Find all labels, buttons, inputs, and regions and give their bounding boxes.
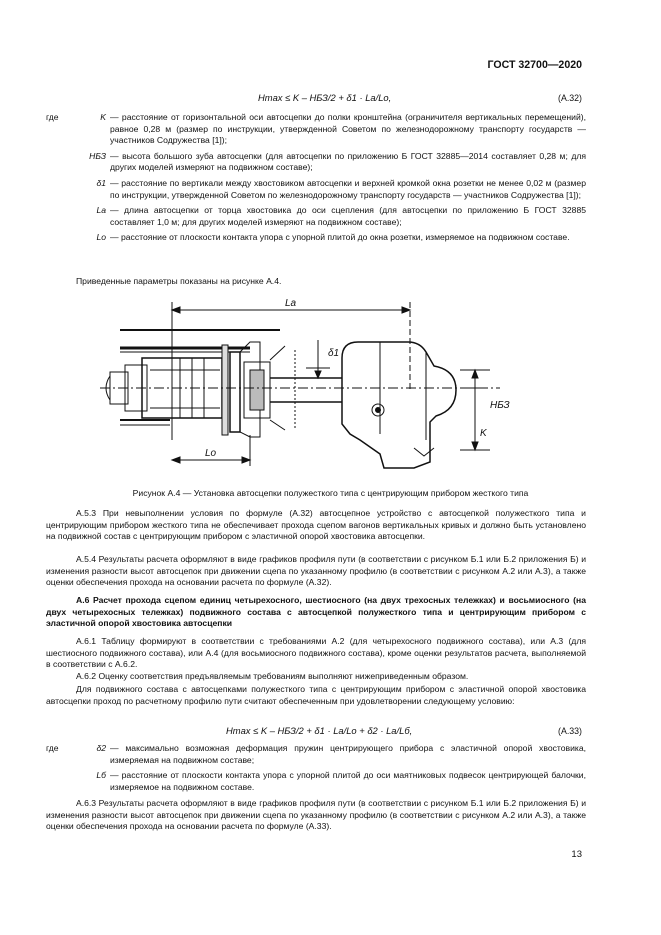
def-text: — высота большого зуба автосцепки (для автосцепки по приложению Б ГОСТ 32885—2014 составляет 0,28 м; для других моделей измеряют на подвижном составе); [110,150,586,173]
paragraph-a61: А.6.1 Таблицу формируют в соответствии с требованиями А.2 (для четырехосного подвижного состава), или А.3 (для шестиосного подвижного состава), или А.4 (для восьмиосного подвижного состава), кроме оценки результатов расчета, выполняемой в соответствии с А.6.2. [46,636,586,670]
def-text: — расстояние от плоскости контакта упора с упорной плитой до оси маятниковых подвесок центрирующей балочки, измеряемое на подвижном составе. [110,770,586,792]
paragraph-a54: А.5.4 Результаты расчета оформляют в виде графиков профиля пути (в соответствии с рисунком Б.1 или Б.2 приложения Б) и изменения разности высот автосцепок при движении сцепа по указанному профилю (в соответствии с рисунком А.2 или А.3), а также оценки обеспечения прохода на основании расчета по формуле (А.32). [46,554,586,588]
def-lo [46,232,586,244]
params-note: Приведенные параметры показаны на рисунке А.4. [76,276,282,286]
def-text: — максимально возможная деформация пружин центрирующего прибора с эластичной опорой хвостовика, измеряемая на подвижном составе; [110,743,586,765]
label-delta1: δ1 [328,348,340,359]
def-delta2 [46,743,586,766]
figure-caption: Рисунок А.4 — Установка автосцепки полужесткого типа с центрирующим прибором жесткого типа [132,488,529,498]
definitions-a33 [46,743,586,793]
formula-a32-number: (А.32) [558,93,582,103]
formula-a32: Hmax ≤ K – HБЗ/2 + δ1 · Lа/Lо, [258,92,392,103]
label-lo: Lо [205,448,217,459]
definitions-a32 [46,112,586,244]
paragraph-a63: А.6.3 Результаты расчета оформляют в виде графиков профиля пути (в соответствии с рисунком Б.1 или Б.2 приложения Б) и изменения разности высот автосцепок при движении сцепа по указанному профилю (в соответствии с рисунком А.2 или А.3), а также оценки обеспечения прохода на основании расчета по формуле (А.33). [46,798,586,832]
def-hbz [46,151,586,174]
paragraph-a53: А.5.3 При невыполнении условия по формуле (А.32) автосцепное устройство с автосцепкой полужесткого типа и центрирующим прибором жесткого типа не обеспечивает прохода сцепом вагонов вертикальных кривых и должно быть установлено на подвижной состав с центрирующим прибором с эластичной опорой хвостовика автосцепки. [46,508,586,542]
def-symbol: δ1 [96,177,106,188]
def-la [46,205,586,228]
label-k: K [480,428,487,439]
section-heading-a6: А.6 Расчет прохода сцепом единиц четырехосного, шестиосного (на двух трехосных тележках) и восьмиосного (на двух четырехосных тележках) подвижного состава с автосцепкой полужесткого типа и центрирующим прибором с эластичной опорой хвостовика автосцепки [46,595,586,629]
def-text: — расстояние от горизонтальной оси автосцепки до полки кронштейна (ограничителя вертикальных перемещений), равное 0,28 м (размер по инструкции, утвержденной Советом по железнодорожному транспорту государств — участников Содружества [1]); [110,112,586,146]
where-word: где [46,112,59,122]
label-hbz: HБЗ [490,400,510,411]
def-symbol: K [100,112,106,122]
def-symbol: δ2 [96,743,106,753]
def-text: — длина автосцепки от торца хвостовика до оси сцепления (для автосцепки по приложению Б ГОСТ 32885 составляет 1,0 м; для других моделей измеряют на подвижном составе); [110,205,586,227]
figure-a4-drawing [80,290,510,480]
formula-a33-number: (А.33) [558,726,582,736]
label-la: Lа [285,298,297,309]
paragraph-a62: А.6.2 Оценку соответствия предъявляемым требованиям выполняют нижеприведенным образом. [76,671,469,681]
formula-a33: Hmax ≤ K – HБЗ/2 + δ1 · Lа/Lо + δ2 · Lа/Lб, [226,725,413,736]
def-k [46,112,586,147]
def-delta1 [46,178,586,201]
page-number: 13 [571,849,582,860]
def-symbol: Lб [96,770,106,781]
def-symbol: HБЗ [89,150,106,161]
document-header: ГОСТ 32700—2020 [487,59,582,71]
def-lb [46,770,586,793]
paragraph-condition: Для подвижного состава с автосцепками полужесткого типа с центрирующим прибором с эластичной опорой хвостовика автосцепки проход по расчетному профилю пути считают обеспеченным при удовлетворении следующему условию: [46,684,586,706]
def-symbol: Lо [96,232,106,243]
where-word: где [46,743,59,753]
def-text: — расстояние по вертикали между хвостовиком автосцепки и верхней кромкой окна розетки не менее 0,02 м (размер по инструкции, утвержденной Советом по железнодорожному транспорту государств — участников Содружества [1]); [110,177,586,200]
def-symbol: Lа [96,205,106,216]
def-text: — расстояние от плоскости контакта упора с упорной плитой до окна розетки, измеряемое на подвижном составе. [110,232,570,243]
